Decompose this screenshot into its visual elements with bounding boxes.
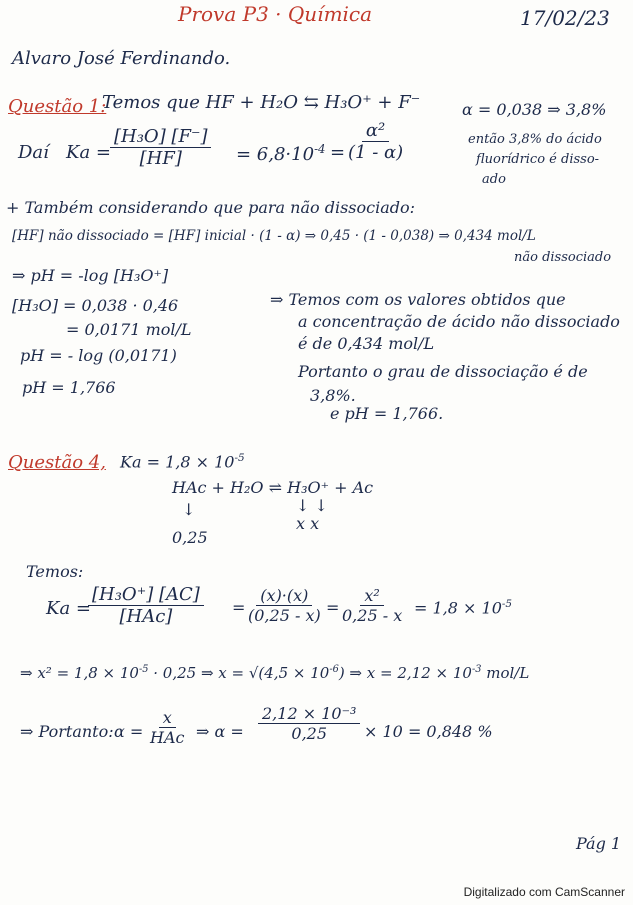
q4-eq-3: = $1,8 \times 10^{-5}$ — [414, 598, 512, 618]
exam-date: 17/02/23 — [520, 6, 610, 30]
scanner-watermark: Digitalizado com CamScanner — [463, 885, 625, 899]
q1-h3o-calc: [H₃O] = 0,038 · 0,46 — [12, 296, 179, 315]
q1-hf-subscript: não dissociado — [514, 250, 612, 265]
q1-result-line-3: é de 0,434 mol/L — [298, 334, 435, 353]
student-name: Alvaro José Ferdinando. — [12, 48, 231, 69]
q4-alpha-value-denominator: 0,25 — [291, 724, 328, 743]
q1-note-line-3: ado — [482, 172, 506, 187]
q1-result-line-1: ⇒ Temos com os valores obtidos que — [270, 290, 566, 309]
q4-alpha-eq: α = — [114, 722, 144, 741]
q4-fraction-3 — [338, 586, 406, 625]
q1-also-considering: + Também considerando que para não dissociado: — [6, 198, 416, 217]
q4-reaction: HAc + H₂O ⇌ H₃O⁺ + Ac — [172, 478, 374, 497]
q1-alpha: α = 0,038 ⇒ 3,8% — [462, 100, 607, 119]
q4-alpha-numerator: x — [159, 708, 176, 728]
q4-fraction-2-numerator: (x)·(x) — [256, 586, 312, 606]
q4-fraction-3-numerator: x² — [360, 586, 383, 606]
q1-ph-result: pH = 1,766 — [22, 378, 116, 397]
q1-h3o-result: = 0,0171 mol/L — [66, 320, 192, 339]
q1-alpha-denominator: (1 - α) — [348, 142, 404, 163]
q4-arrow-hac: ↓ — [182, 500, 196, 519]
q4-fraction-2-denominator: (0,25 - x) — [248, 606, 321, 625]
q4-concentration: 0,25 — [172, 528, 208, 547]
q1-ka-denominator: [HF] — [139, 148, 182, 169]
q4-implies: ⇒ α = — [196, 722, 244, 741]
q4-alpha-value-fraction — [258, 704, 360, 743]
q1-reaction: Temos que HF + H₂O ⇆ H₃O⁺ + F⁻ — [102, 92, 421, 113]
q1-ka-value: = $6,8\cdot 10^{-4}$ — [236, 142, 326, 165]
exam-title: Prova P3 · Química — [178, 2, 373, 26]
q1-ka-numerator: [H₃O] [F⁻] — [110, 126, 211, 148]
q4-alpha-value-numerator: 2,12 × 10⁻³ — [258, 704, 360, 724]
q1-eq: = — [330, 142, 346, 163]
q1-note-line-1: então 3,8% do ácido — [468, 132, 602, 147]
q1-ka-label: Ka = — [66, 142, 111, 163]
q4-alpha-fraction — [146, 708, 188, 747]
q1-ka-fraction — [110, 126, 211, 169]
q4-x-solution: ⇒ $x^2 = 1,8 \times 10^{-5} \cdot 0,25$ ⇒ $x = √(4,5 \times 10^{-6})$ ⇒ $x = 2,12 \times 10^{-3}$ mol/L — [20, 664, 530, 682]
q1-ph-log: pH = - log (0,0171) — [20, 346, 177, 365]
q4-fraction-3-denominator: 0,25 - x — [342, 606, 403, 625]
q4-eq-1: = — [232, 598, 246, 617]
q1-hf-undissociated: [HF] não dissociado = [HF] inicial · (1 - α) ⇒ 0,45 · (1 - 0,038) ⇒ 0,434 mol/L — [12, 228, 536, 244]
q4-x-values: x x — [296, 514, 320, 533]
q4-alpha-denominator: HAc — [150, 728, 185, 747]
q4-ka-fraction — [88, 584, 204, 627]
q4-ka-label: Ka = — [46, 598, 91, 619]
q4-arrows: ↓ ↓ — [296, 496, 328, 515]
q4-portanto: ⇒ Portanto: — [20, 722, 114, 741]
q1-conclusion-line-3: e pH = 1,766. — [330, 404, 444, 423]
q1-note-line-2: fluorídrico é disso- — [476, 152, 600, 167]
q1-ph-formula: ⇒ pH = -log [H₃O⁺] — [12, 266, 169, 285]
q1-conclusion-line-2: 3,8%. — [310, 386, 356, 405]
question-1-heading: Questão 1: — [8, 96, 107, 117]
q1-alpha-numerator: α² — [362, 120, 389, 142]
q4-result: × 10 = 0,848 % — [364, 722, 493, 741]
q4-temos: Temos: — [26, 562, 84, 581]
q1-result-line-2: a concentração de ácido não dissociado — [298, 312, 620, 331]
q4-fraction-2 — [244, 586, 325, 625]
q4-eq-2: = — [326, 598, 340, 617]
q1-alpha-fraction — [344, 120, 407, 163]
page-label: Pág 1 — [576, 834, 622, 853]
q4-ka: $Ka = 1,8 \times 10^{-5}$ — [120, 452, 245, 472]
q4-ka-denominator: [HAc] — [119, 606, 173, 627]
question-4-heading: Questão 4, — [8, 452, 106, 473]
q1-dai: Daí — [18, 142, 49, 163]
q1-conclusion-line-1: Portanto o grau de dissociação é de — [298, 362, 588, 381]
q4-ka-numerator: [H₃O⁺] [AC] — [88, 584, 204, 606]
